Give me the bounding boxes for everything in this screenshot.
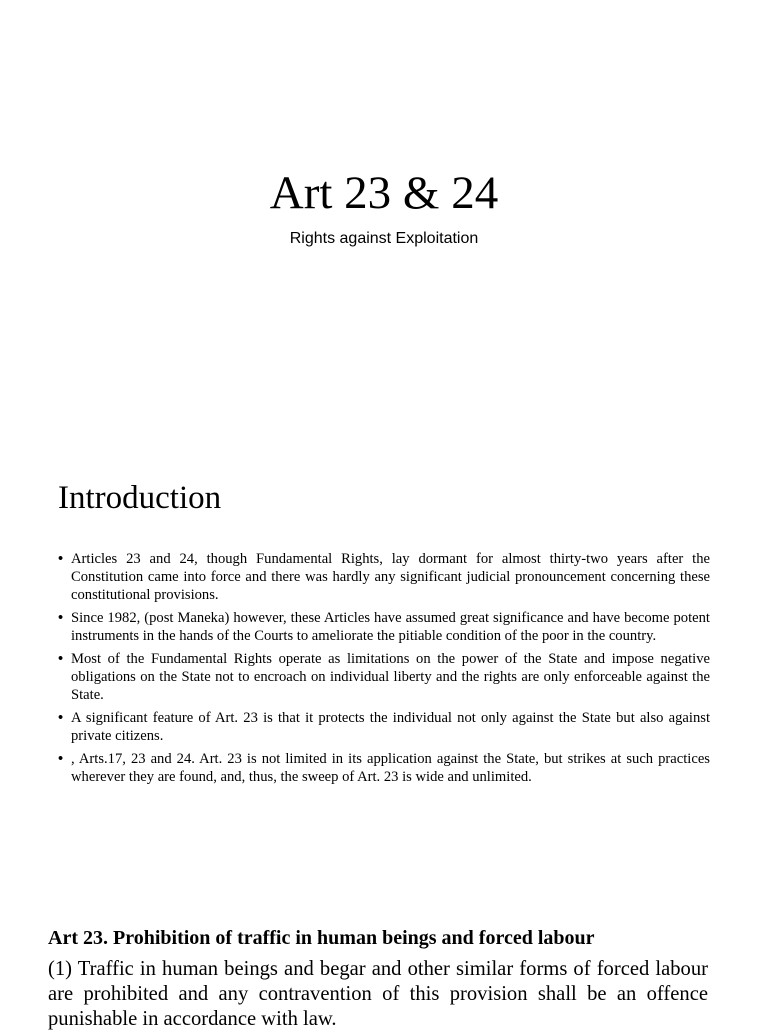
bullet-item [58,650,710,704]
introduction-heading: Introduction [58,480,222,516]
slide-subtitle: Rights against Exploitation [289,230,479,247]
bullet-icon: • [58,751,64,767]
bullet-item [58,550,710,604]
article-body-text: (1) Traffic in human beings and begar and other similar forms of forced labour are prohibited and any contravention of this provision shall be an offence punishable in accordance with law. [48,958,708,1030]
article-heading: Art 23. Prohibition of traffic in human beings and forced labour [48,927,595,949]
article-23-slide [0,890,768,1030]
slide-title: Art 23 & 24 [269,167,499,219]
introduction-bullet-list [58,550,710,791]
bullet-text: Since 1982, (post Maneka) however, these Articles have assumed great significance and have become potent instruments in the hands of the Courts to ameliorate the pitiable condition of the poor in the country. [71,610,710,644]
introduction-slide [0,420,768,890]
bullet-text: Most of the Fundamental Rights operate as limitations on the power of the State and impose negative obligations on the State not to encroach on individual liberty and the rights are only enforceable against the State. [71,651,710,703]
bullet-item [58,750,710,786]
bullet-item [58,609,710,645]
bullet-item [58,709,710,745]
bullet-icon: • [58,710,64,726]
bullet-icon: • [58,651,64,667]
bullet-text: A significant feature of Art. 23 is that it protects the individual not only against the State but also against private citizens. [71,710,710,744]
bullet-text: Articles 23 and 24, though Fundamental Rights, lay dormant for almost thirty-two years after the Constitution came into force and there was hardly any significant judicial pronouncement concerning these constitutional provisions. [71,551,710,603]
bullet-icon: • [58,610,64,626]
title-slide [0,0,768,420]
bullet-icon: • [58,551,64,567]
bullet-text: , Arts.17, 23 and 24. Art. 23 is not limited in its application against the State, but strikes at such practices wherever they are found, and, thus, the sweep of Art. 23 is wide and unlimited. [71,751,710,785]
